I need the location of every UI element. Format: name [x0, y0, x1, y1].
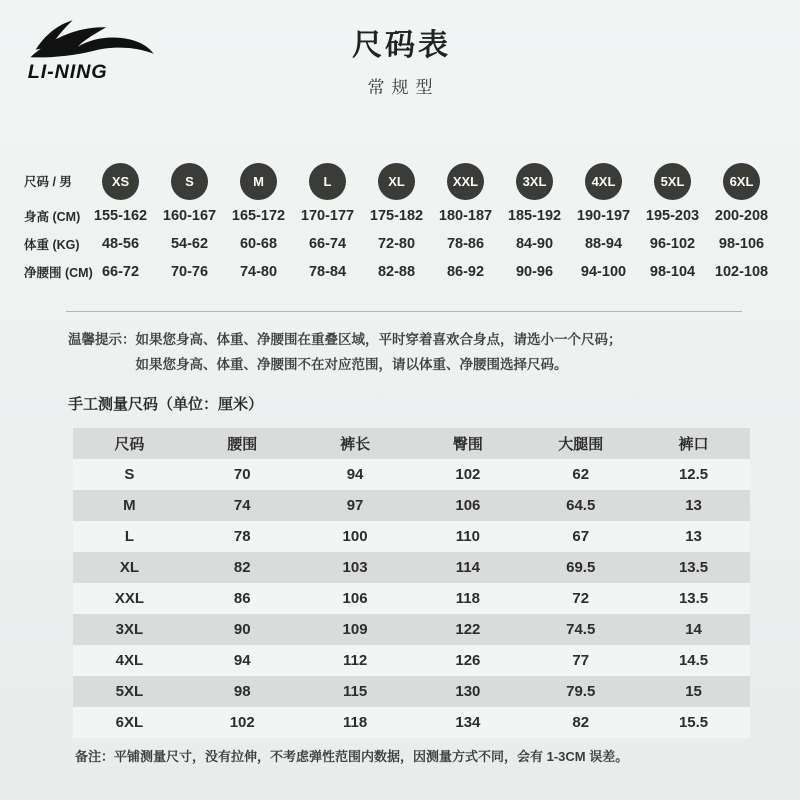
- weight-value: 78-86: [446, 236, 485, 252]
- weight-value: 98-106: [718, 236, 765, 252]
- table-cell: 78: [233, 528, 251, 545]
- table-row: [73, 459, 750, 490]
- table-cell: M: [123, 497, 136, 514]
- tips-label: 温馨提示：: [68, 332, 136, 347]
- waist-value: 70-76: [170, 264, 209, 280]
- table-cell: 4XL: [115, 652, 144, 669]
- table-cell: 134: [455, 714, 481, 731]
- col-header: 尺码: [114, 436, 145, 453]
- table-cell: 72: [572, 590, 590, 607]
- measure-table: [73, 428, 750, 738]
- table-cell: 100: [342, 528, 368, 545]
- col-header: 臀围: [452, 436, 483, 453]
- header: [0, 20, 800, 98]
- height-value: 165-172: [231, 208, 286, 224]
- size-badge: XXL: [447, 163, 484, 200]
- waist-value: 86-92: [446, 264, 485, 280]
- table-cell: 6XL: [115, 714, 144, 731]
- waist-value: 90-96: [515, 264, 554, 280]
- table-cell: 118: [342, 714, 368, 731]
- waist-value: 74-80: [239, 264, 278, 280]
- table-cell: 12.5: [678, 466, 709, 483]
- size-badge: M: [240, 163, 277, 200]
- waist-value: 94-100: [580, 264, 627, 280]
- size-badge: 4XL: [585, 163, 622, 200]
- weight-row: [24, 230, 776, 258]
- table-cell: 13: [685, 528, 702, 545]
- table-row: [73, 583, 750, 614]
- size-badge: 3XL: [516, 163, 553, 200]
- height-value: 170-177: [300, 208, 355, 224]
- table-cell: 110: [455, 528, 480, 545]
- table-cell: XXL: [114, 590, 144, 607]
- weight-value: 48-56: [101, 236, 140, 252]
- table-cell: 14: [685, 621, 702, 638]
- weight-row-label: 体重 (KG): [24, 238, 80, 252]
- table-cell: 74: [233, 497, 251, 514]
- table-cell: 122: [455, 621, 481, 638]
- size-badge: XL: [378, 163, 415, 200]
- table-cell: 77: [572, 652, 590, 669]
- size-chart-section: [24, 160, 776, 286]
- table-cell: 79.5: [566, 683, 596, 700]
- table-cell: 130: [455, 683, 481, 700]
- table-cell: 69.5: [566, 559, 596, 576]
- height-row: [24, 202, 776, 230]
- table-cell: 90: [233, 621, 251, 638]
- table-cell: 103: [342, 559, 368, 576]
- size-row: [24, 160, 776, 202]
- table-cell: 82: [233, 559, 251, 576]
- table-cell: 13: [685, 497, 702, 514]
- table-cell: S: [124, 466, 135, 483]
- table-cell: 86: [233, 590, 251, 607]
- table-cell: XL: [119, 559, 139, 576]
- tips-lines: [136, 327, 622, 377]
- table-cell: 67: [572, 528, 590, 545]
- page-subtitle: 常规型: [367, 78, 440, 97]
- table-cell: 109: [342, 621, 368, 638]
- table-cell: L: [124, 528, 134, 545]
- height-row-label: 身高 (CM): [24, 210, 81, 224]
- weight-value: 66-74: [308, 236, 347, 252]
- tips-line-1: 如果您身高、体重、净腰围在重叠区域，平时穿着喜欢合身点，请选小一个尺码；: [135, 332, 622, 347]
- height-value: 200-208: [714, 208, 769, 224]
- table-cell: 97: [346, 497, 364, 514]
- col-header: 裤口: [678, 436, 709, 453]
- height-value: 195-203: [645, 208, 700, 224]
- waist-row-label: 净腰围 (CM): [24, 266, 93, 280]
- table-row: [73, 552, 750, 583]
- size-row-label: 尺码 / 男: [24, 175, 72, 189]
- size-badge: L: [309, 163, 346, 200]
- svg-text:LI-NING: LI-NING: [27, 60, 108, 83]
- table-cell: 114: [455, 559, 480, 576]
- tips-block: [68, 327, 622, 377]
- table-row: [73, 676, 750, 707]
- page-title: 尺码表: [352, 29, 451, 62]
- table-cell: 106: [455, 497, 481, 514]
- measure-table-title: 手工测量尺码（单位：厘米）: [68, 396, 264, 413]
- waist-value: 78-84: [308, 264, 347, 280]
- table-cell: 5XL: [115, 683, 144, 700]
- height-value: 155-162: [93, 208, 148, 224]
- section-divider: [66, 311, 742, 312]
- table-cell: 74.5: [566, 621, 596, 638]
- weight-value: 96-102: [649, 236, 696, 252]
- table-cell: 70: [233, 466, 251, 483]
- table-cell: 115: [342, 683, 368, 700]
- height-value: 180-187: [438, 208, 493, 224]
- size-badge: XS: [102, 163, 139, 200]
- table-cell: 15.5: [678, 714, 709, 731]
- table-cell: 118: [455, 590, 480, 607]
- weight-value: 84-90: [515, 236, 554, 252]
- table-cell: 15: [685, 683, 702, 700]
- table-cell: 13.5: [678, 559, 709, 576]
- table-row: [73, 707, 750, 738]
- weight-value: 72-80: [377, 236, 416, 252]
- height-value: 185-192: [507, 208, 562, 224]
- height-value: 190-197: [576, 208, 631, 224]
- height-value: 160-167: [162, 208, 217, 224]
- table-cell: 102: [229, 714, 255, 731]
- table-cell: 3XL: [115, 621, 144, 638]
- col-header: 腰围: [227, 436, 258, 453]
- footer-note: 备注：平铺测量尺寸，没有拉伸，不考虑弹性范围内数据，因测量方式不同，会有 1-3CM 误差。: [75, 749, 629, 764]
- size-badge: 6XL: [723, 163, 760, 200]
- table-cell: 64.5: [566, 497, 596, 514]
- table-cell: 13.5: [678, 590, 709, 607]
- table-row: [73, 645, 750, 676]
- size-badge: 5XL: [654, 163, 691, 200]
- table-row: [73, 614, 750, 645]
- waist-row: [24, 258, 776, 286]
- table-header-row: [73, 428, 750, 459]
- table-cell: 112: [342, 652, 368, 669]
- table-cell: 14.5: [678, 652, 709, 669]
- weight-value: 88-94: [584, 236, 623, 252]
- table-row: [73, 490, 750, 521]
- table-cell: 94: [233, 652, 251, 669]
- table-cell: 98: [233, 683, 251, 700]
- table-cell: 126: [455, 652, 481, 669]
- table-cell: 82: [572, 714, 590, 731]
- table-cell: 94: [346, 466, 364, 483]
- table-cell: 62: [572, 466, 590, 483]
- tips-line-2: 如果您身高、体重、净腰围不在对应范围，请以体重、净腰围选择尺码。: [135, 357, 568, 372]
- waist-value: 66-72: [101, 264, 140, 280]
- col-header: 大腿围: [558, 436, 604, 453]
- size-badge: S: [171, 163, 208, 200]
- col-header: 裤长: [340, 436, 371, 453]
- weight-value: 60-68: [239, 236, 278, 252]
- waist-value: 102-108: [714, 264, 769, 280]
- waist-value: 98-104: [649, 264, 696, 280]
- table-cell: 106: [342, 590, 368, 607]
- weight-value: 54-62: [170, 236, 209, 252]
- height-value: 175-182: [369, 208, 424, 224]
- table-row: [73, 521, 750, 552]
- table-cell: 102: [455, 466, 481, 483]
- waist-value: 82-88: [377, 264, 416, 280]
